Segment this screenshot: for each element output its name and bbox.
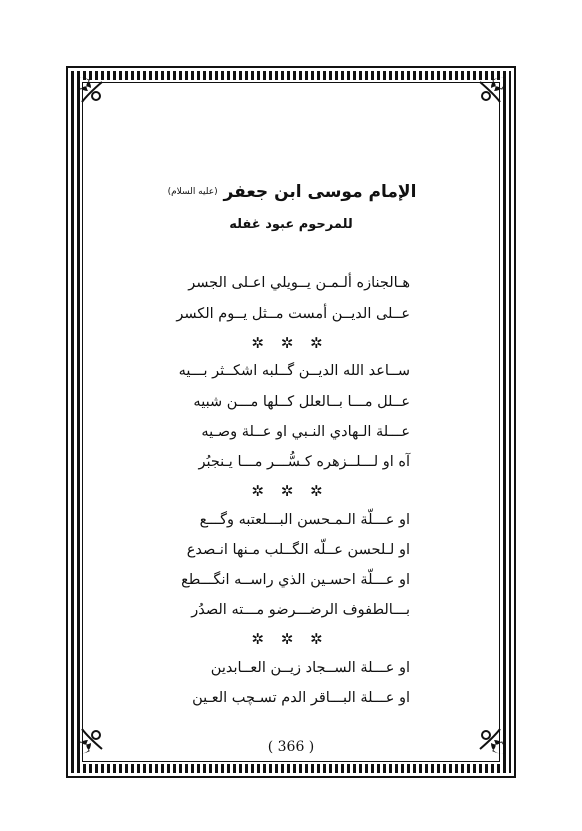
poem-line: آه او لـــلــزهره كـسُّـــر مـــا يـنجبُر xyxy=(198,454,410,470)
poem-line: هـالجنازه ألـمـن يــويلي اعـلى الجسر xyxy=(188,275,410,291)
page-number: ( 366 ) xyxy=(267,739,315,755)
corner-ornament-icon xyxy=(474,74,508,108)
poem-line: او عـــلّة احسـين الذي راســه انگـــطع xyxy=(181,572,410,588)
corner-ornament-icon xyxy=(74,723,108,757)
corner-ornament-icon xyxy=(474,723,508,757)
poem-author: للمرحوم عبود غفله xyxy=(229,217,353,232)
poem-line: عــلل مـــا بــالعلل كــلها مـــن شبيه xyxy=(193,394,410,410)
honorific-mark: (عليه السلام) xyxy=(167,187,218,197)
poem-title xyxy=(130,182,452,202)
poem-line: او لـلحسن عــلّه الگــلب مـنها انـصدع xyxy=(186,542,410,558)
stanza-separator: ✲ ✲ ✲ xyxy=(251,630,329,648)
poem-line: او عـــلة البـــاقر الدم تسـچب العـين xyxy=(192,690,410,706)
poem-line: او عـــلّة الـمـحسن البـــلعتبه وگـــع xyxy=(199,512,410,528)
corner-ornament-icon xyxy=(74,74,108,108)
poem-line: ســاعد الله الديــن گــلبه اشكــثر بـــيه xyxy=(178,363,410,379)
stanza-separator: ✲ ✲ ✲ xyxy=(251,482,329,500)
title-text: الإمام موسى ابن جعفر xyxy=(223,182,417,202)
stanza-separator: ✲ ✲ ✲ xyxy=(251,334,329,352)
poem-line: عـــلة الـهادي النـبي او عــلة وصـيه xyxy=(201,424,410,440)
poem-line: او عـــلة الســجاد زيــن العــابدين xyxy=(210,660,410,676)
poem-line: عــلى الديــن أمست مــثل يــوم الكسر xyxy=(176,306,410,322)
poem-line: بـــالطفوف الرضـــرضو مـــته الصدُر xyxy=(191,602,410,618)
